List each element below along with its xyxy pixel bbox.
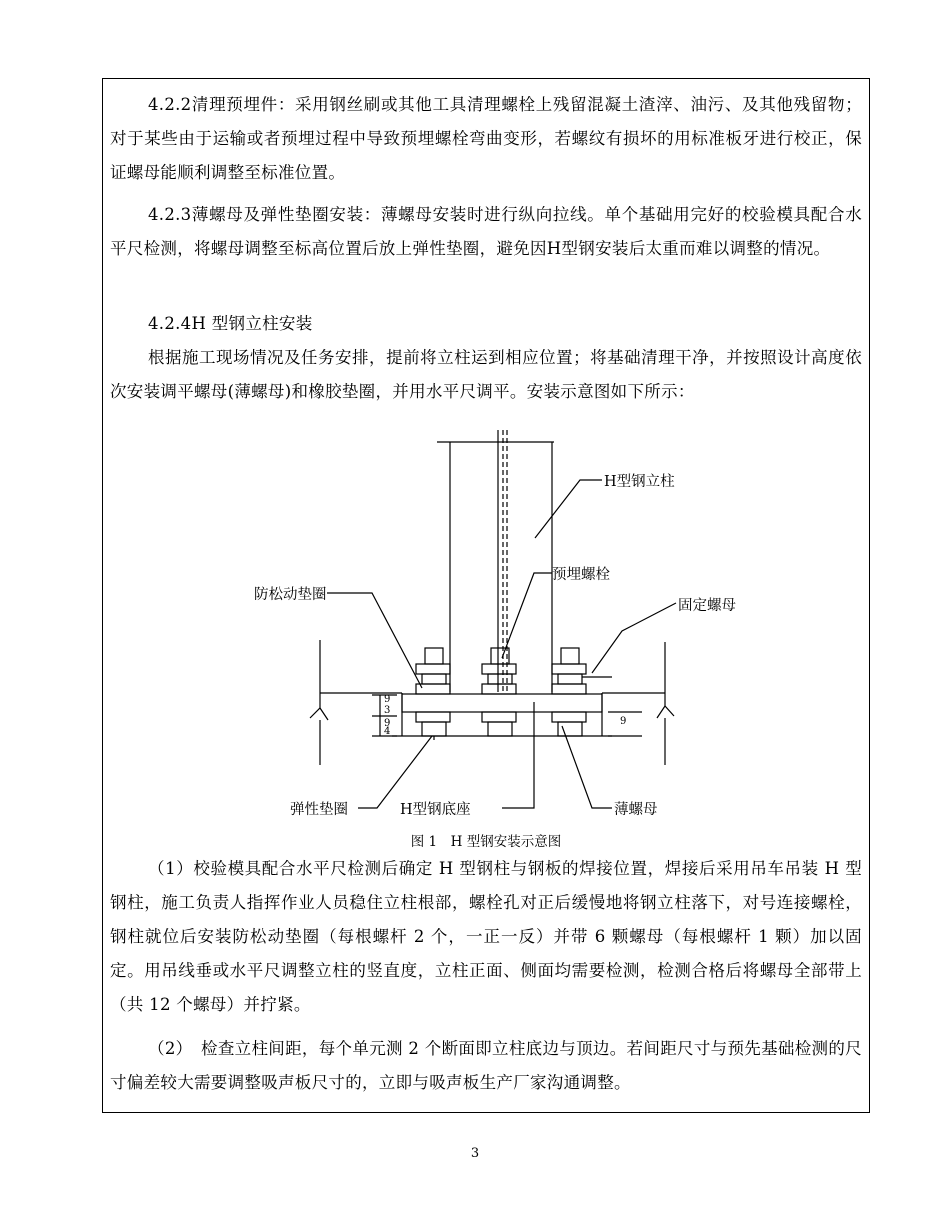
figure-caption: 图 1 H 型钢安装示意图: [410, 834, 562, 850]
dim-label-3: 9: [384, 718, 391, 729]
heading-4-2-4: 4.2.4H 型钢立柱安装: [148, 314, 313, 333]
label-lock-washer: 防松动垫圈: [254, 587, 327, 603]
paragraph-step-2: （2） 检查立柱间距，每个单元测 2 个断面即立柱底边与顶边。若间距尺寸与预先基础检测的尺寸偏差较大需要调整吸声板尺寸的，立即与吸声板生产厂家沟通调整。: [110, 1039, 862, 1092]
bolt-right: [552, 648, 586, 736]
installation-diagram: [102, 420, 870, 860]
paragraph-column-install: 根据施工现场情况及任务安排，提前将立柱运到相应位置；将基础清理干净，并按照设计高度依次安装调平螺母(薄螺母)和橡胶垫圈，并用水平尺调平。安装示意图如下所示：: [110, 348, 862, 401]
dim-label-5: 9: [620, 716, 627, 727]
leader-lock-washer: [327, 593, 422, 688]
dim-label-4: 4: [384, 726, 391, 737]
label-column: H型钢立柱: [604, 474, 675, 490]
leader-thin-nut: [562, 726, 612, 808]
label-embedded-bolt: 预埋螺栓: [552, 567, 610, 583]
leader-base: [502, 702, 534, 808]
paragraph-4-2-3: 4.2.3薄螺母及弹性垫圈安装：薄螺母安装时进行纵向拉线。单个基础用完好的校验模具配合水平尺检测，将螺母调整至标高位置后放上弹性垫圈，避免因H型钢安装后太重而难以调整的情况。: [110, 205, 862, 258]
page-number: 3: [470, 1146, 480, 1161]
label-thin-nut: 薄螺母: [614, 802, 658, 818]
base-plate: [402, 694, 602, 712]
label-fixing-nut: 固定螺母: [678, 598, 736, 614]
bolt-left: [416, 648, 450, 740]
leader-column: [535, 480, 602, 538]
paragraph-step-1: （1）校验模具配合水平尺检测后确定 H 型钢柱与钢板的焊接位置，焊接后采用吊车吊装 H 型钢柱，施工负责人指挥作业人员稳住立柱根部，螺栓孔对正后缓慢地将钢立柱落下，对号连接螺栓，钢柱就位后安装防松动垫圈（每根螺杆 2 个，一正一反）并带 6 颗螺母（每根螺杆 1 颗）加以固定。用吊线垂或水平尺调整立柱的竖直度，立柱正面、侧面均需要检测，检测合格后将螺母全部带上（共 12 个螺母）并拧紧。: [110, 859, 862, 1014]
label-base: H型钢底座: [400, 802, 471, 818]
paragraph-4-2-2: 4.2.2清理预埋件：采用钢丝刷或其他工具清理螺栓上残留混凝土渣滓、油污、及其他残留物；对于某些由于运输或者预埋过程中导致预埋螺栓弯曲变形，若螺纹有损坏的用标准板牙进行校正，保证螺母能顺利调整至标准位置。: [110, 95, 862, 182]
label-spring-washer: 弹性垫圈: [290, 802, 348, 818]
bolt-center: [482, 648, 516, 736]
dim-label-1: 9: [384, 694, 391, 705]
break-mark-left: [310, 708, 328, 720]
installation-figure: [102, 420, 870, 860]
leader-fixing-nut: [592, 603, 676, 673]
dim-label-2: 3: [384, 705, 391, 716]
leader-bolt: [502, 573, 552, 658]
break-mark-right: [657, 706, 674, 718]
